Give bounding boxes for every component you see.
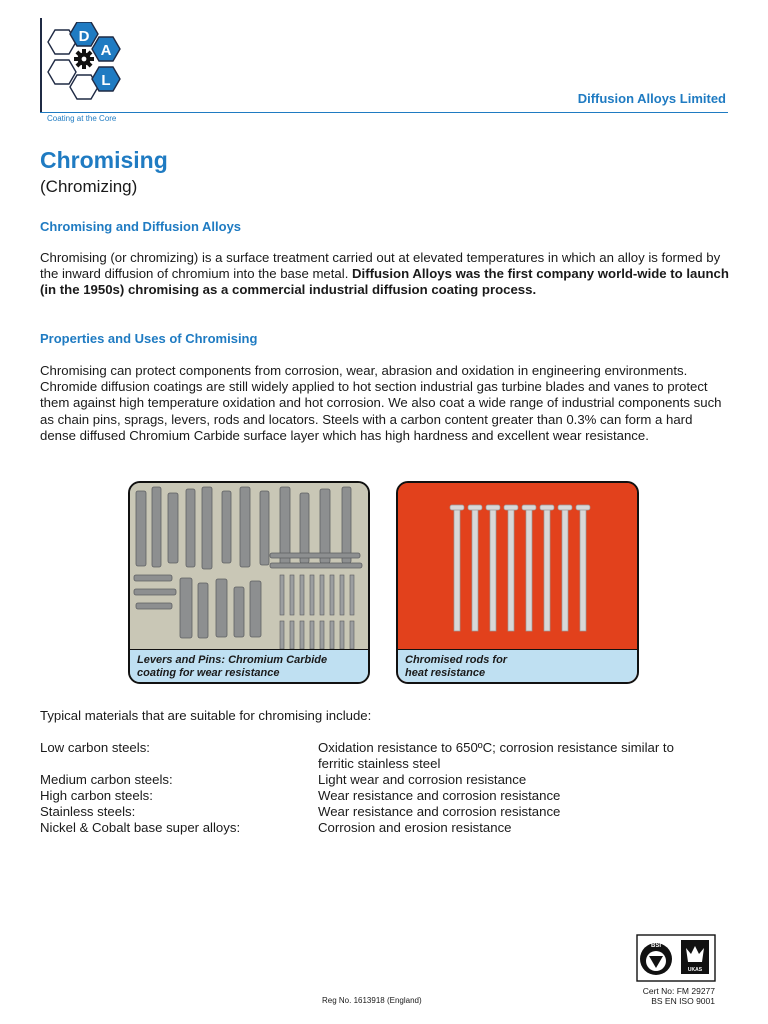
- section-heading-alloys: Chromising and Diffusion Alloys: [40, 219, 242, 234]
- material-property: Oxidation resistance to 650ºC; corrosion resistance similar to ferritic stainless steel: [318, 740, 674, 771]
- material-name: High carbon steels:: [40, 788, 153, 803]
- page-subtitle: (Chromizing): [40, 177, 138, 196]
- caption-line: Levers and Pins: Chromium Carbide: [137, 654, 328, 666]
- logo-letter-a: A: [100, 42, 112, 59]
- ukas-crown-icon: [681, 940, 709, 974]
- alloys-text: Chromising (or chromizing) is a surface treatment carried out at elevated temperatures in which an alloy is formed by the inward diffusion of chromium into the base metal.: [40, 250, 721, 282]
- material-name: Stainless steels:: [40, 804, 136, 819]
- properties-paragraph: Chromising can protect components from corrosion, wear, abrasion and oxidation in engineering environments. Chromide diffusion coatings are still widely applied to hot section industrial gas turbine blades and vanes to protect them against high temperature oxidation and hot corrosion. We also coat a wide range of industrial components such as chain pins, sprags, levers, rods and locators. Steels with a carbon content greater than 0.3% can form a hard dense diffused Chromium Carbide surface layer which has high hardness and excellent wear resistance.: [40, 363, 722, 443]
- gear-icon: [74, 49, 94, 69]
- logo-letter-l: L: [101, 72, 111, 89]
- dal-logo: [40, 22, 140, 112]
- photo-caption-rods: [398, 649, 637, 682]
- logo-hex-empty-2: [48, 60, 76, 84]
- certification-logos: [636, 934, 716, 982]
- materials-intro: Typical materials that are suitable for chromising include:: [40, 708, 372, 723]
- material-name: Medium carbon steels:: [40, 772, 173, 787]
- cert-line: Cert No: FM 29277: [642, 986, 715, 996]
- photo-levers-and-pins: [128, 481, 370, 684]
- levers-pins-image: [130, 483, 370, 653]
- certificate-number: [643, 986, 715, 1006]
- ukas-label: UKAS: [687, 967, 703, 973]
- photo-caption-levers: [130, 649, 368, 682]
- material-property: Wear resistance and corrosion resistance: [318, 804, 561, 819]
- bsi-kitemark-icon: [640, 943, 672, 975]
- material-name: Low carbon steels:: [40, 740, 150, 755]
- rods-image: [398, 483, 638, 653]
- material-property: Corrosion and erosion resistance: [318, 820, 512, 835]
- tagline: Coating at the Core: [47, 114, 117, 123]
- alloys-paragraph: [40, 250, 730, 299]
- caption-line: heat resistance: [405, 666, 486, 679]
- cert-line: BS EN ISO 9001: [651, 996, 715, 1006]
- page-title: Chromising: [40, 147, 168, 173]
- logo-letter-d: D: [78, 28, 90, 45]
- alloys-text-bold: Diffusion Alloys was the first company world-wide to launch (in the 1950s) chromising as a commercial industrial diffusion coating process.: [40, 266, 729, 298]
- material-property: Light wear and corrosion resistance: [318, 772, 527, 787]
- photo-chromised-rods: [396, 481, 639, 684]
- company-name: Diffusion Alloys Limited: [577, 91, 726, 106]
- material-property: Wear resistance and corrosion resistance: [318, 788, 561, 803]
- header-rule: [40, 112, 728, 113]
- registration-number: Reg No. 1613918 (England): [322, 996, 422, 1005]
- caption-line: coating for wear resistance: [137, 666, 280, 679]
- bsi-label: BSI: [650, 943, 662, 949]
- material-name: Nickel & Cobalt base super alloys:: [40, 820, 241, 835]
- section-heading-properties: Properties and Uses of Chromising: [40, 331, 258, 346]
- caption-line: Chromised rods for: [405, 654, 508, 666]
